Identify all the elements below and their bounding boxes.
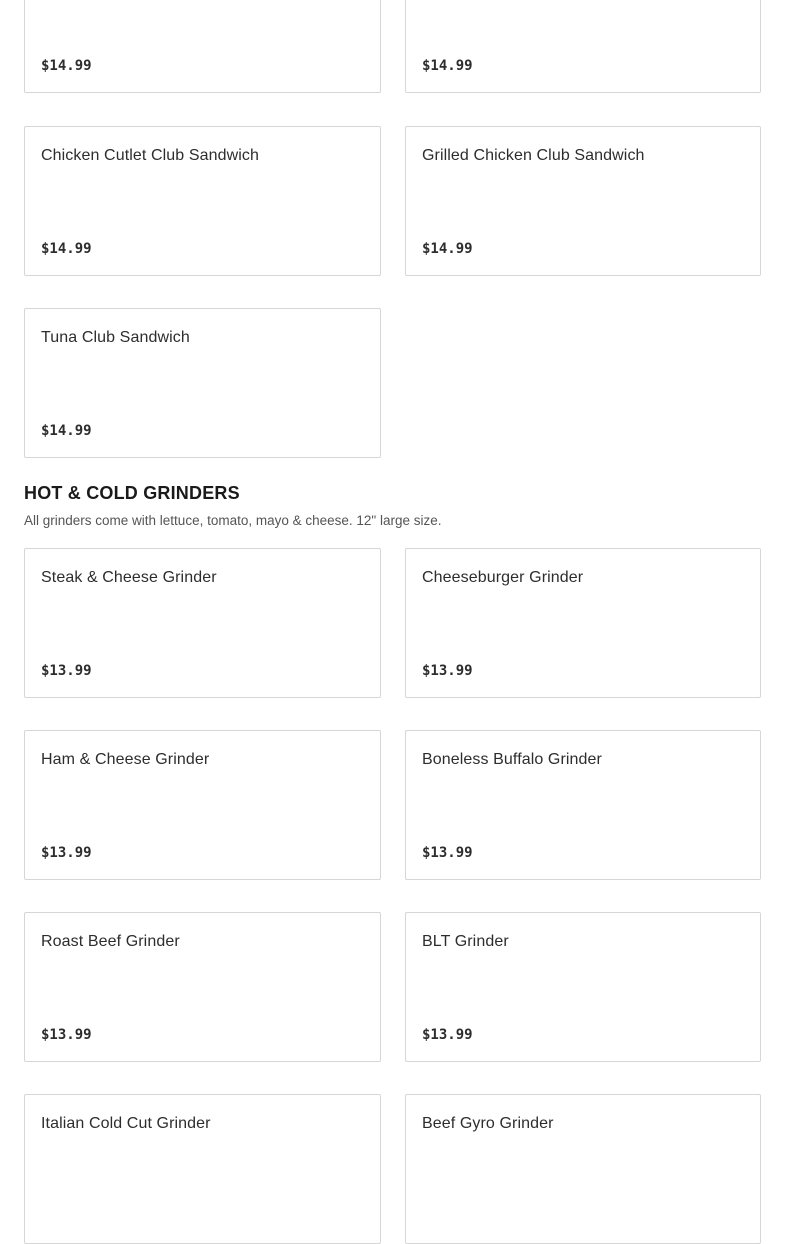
menu-item-name: Tuna Club Sandwich <box>41 329 190 346</box>
menu-item-price: $14.99 <box>41 58 92 74</box>
menu-item-card[interactable] <box>405 1094 761 1244</box>
menu-item-price: $14.99 <box>41 423 92 439</box>
menu-item-price: $13.99 <box>41 845 92 861</box>
menu-item-name: Cheeseburger Grinder <box>422 569 584 586</box>
menu-item-card[interactable] <box>24 126 381 276</box>
section-description: All grinders come with lettuce, tomato, mayo & cheese. 12" large size. <box>24 513 442 528</box>
menu-item-name: BLT Grinder <box>422 933 509 950</box>
menu-item-card[interactable] <box>24 308 381 458</box>
menu-item-name: Steak & Cheese Grinder <box>41 569 217 586</box>
section-title: HOT & COLD GRINDERS <box>24 483 240 503</box>
menu-item-card[interactable] <box>405 912 761 1062</box>
menu-item-price: $13.99 <box>422 845 473 861</box>
menu-item-name: Beef Gyro Grinder <box>422 1115 554 1132</box>
menu-item-name: Grilled Chicken Club Sandwich <box>422 147 645 164</box>
menu-item-name: Italian Cold Cut Grinder <box>41 1115 211 1132</box>
menu-item-name: Boneless Buffalo Grinder <box>422 751 602 768</box>
menu-item-name: Roast Beef Grinder <box>41 933 180 950</box>
menu-item-card[interactable] <box>24 548 381 698</box>
menu-item-price: $13.99 <box>422 663 473 679</box>
menu-item-card[interactable] <box>405 0 761 93</box>
menu-item-card[interactable] <box>24 730 381 880</box>
menu-item-card[interactable] <box>405 730 761 880</box>
menu-item-card[interactable] <box>24 912 381 1062</box>
menu-item-card[interactable] <box>24 0 381 93</box>
menu-item-card[interactable] <box>405 126 761 276</box>
menu-item-price: $14.99 <box>41 241 92 257</box>
menu-item-name: Chicken Cutlet Club Sandwich <box>41 147 260 164</box>
menu-item-price: $13.99 <box>422 1027 473 1043</box>
menu-item-price: $14.99 <box>422 58 473 74</box>
menu-item-name: Ham & Cheese Grinder <box>41 751 210 768</box>
menu-item-price: $13.99 <box>41 663 92 679</box>
menu-item-card[interactable] <box>405 548 761 698</box>
menu-item-card[interactable] <box>24 1094 381 1244</box>
menu-item-price: $14.99 <box>422 241 473 257</box>
menu-item-price: $13.99 <box>41 1027 92 1043</box>
